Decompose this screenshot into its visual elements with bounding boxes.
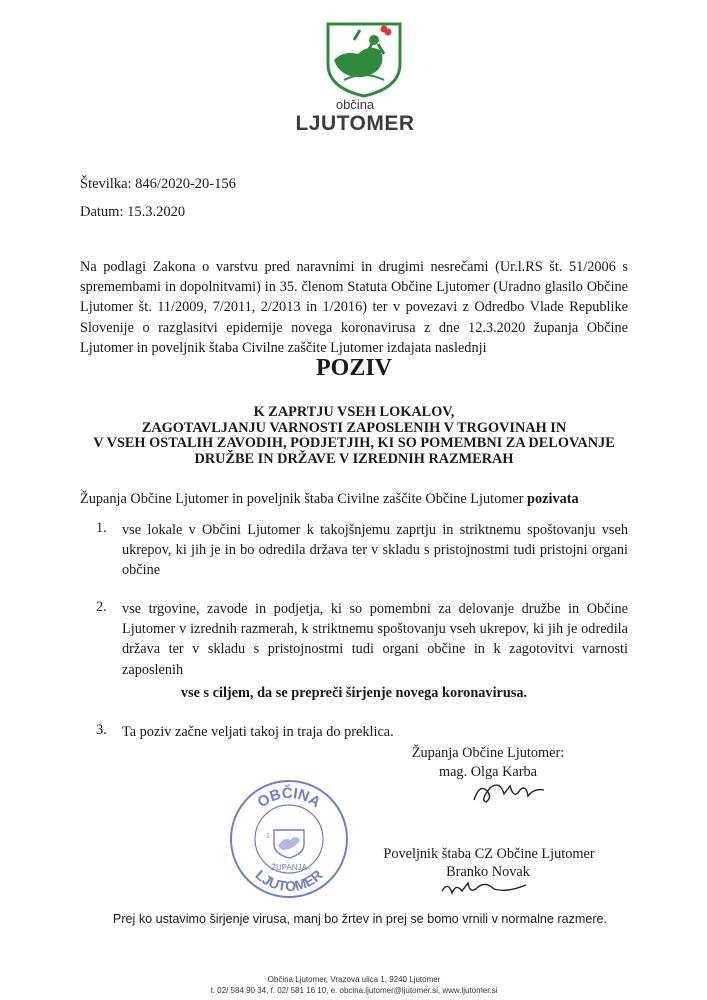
list-number: 2. bbox=[96, 599, 107, 615]
logo-wordmark-obcina: občina bbox=[335, 97, 375, 112]
ljutomer-coat-of-arms-logo bbox=[314, 20, 414, 98]
lead-bold-verb: pozivata bbox=[527, 491, 579, 507]
stamp-number: 1 bbox=[266, 833, 270, 840]
commander-title: Poveljnik štaba CZ Občine Ljutomer bbox=[383, 846, 595, 862]
footer-address: Občina Ljutomer, Vrazova ulica 1, 9240 Ljutomer bbox=[267, 975, 441, 984]
municipality-stamp bbox=[228, 778, 350, 900]
svg-text:OBČINA bbox=[254, 784, 323, 812]
document-title: POZIV bbox=[315, 355, 392, 381]
stamp-bottom-text: LJUTOMER bbox=[252, 866, 326, 895]
list-number: 1. bbox=[96, 520, 107, 536]
intro-paragraph: Na podlagi Zakona o varstvu pred naravnimi in drugimi nesrečami (Ur.l.RS št. 51/2006 s spremembami in dopolnitvami) in 35. členom Statuta Občine Ljutomer (Uradno glasilo Občine Ljutomer št. 11/2009, 7/2011, 2/2013 in 1/2016) ter v povezavi z Odredbo Vlade Republike Slovenije o razglasitvi epidemije novega koronavirusa z dne 12.3.2020 županja Občine Ljutomer in poveljnik štaba Civilne zaščite Ljutomer izdajata naslednji bbox=[80, 259, 628, 356]
lead-text: Županja Občine Ljutomer in poveljnik štaba Civilne zaščite Občine Ljutomer bbox=[80, 491, 528, 507]
mayor-handwritten-signature bbox=[470, 778, 550, 808]
goal-statement: vse s ciljem, da se prepreči širjenje novega koronavirusa. bbox=[180, 685, 528, 701]
subtitle-line: V VSEH OSTALIH ZAVODIH, PODJETJIH, KI SO POMEMBNI ZA DELOVANJE bbox=[93, 435, 615, 452]
footer-contacts: t. 02/ 584 90 34, f. 02/ 581 16 10, e. obcina.ljutomer@ljutomer.si, www.ljutomer.si bbox=[210, 986, 498, 995]
list-item-text: Ta poziv začne veljati takoj in traja do preklica. bbox=[122, 724, 394, 740]
closing-motto: Prej ko ustavimo širjenje virusa, manj bo žrtev in prej se bomo vrnili v normalne razmere. bbox=[112, 912, 608, 926]
subtitle-line: K ZAPRTJU VSEH LOKALOV, bbox=[253, 404, 455, 420]
mayor-name: mag. Olga Karba bbox=[438, 764, 538, 780]
commander-handwritten-signature bbox=[440, 877, 530, 899]
list-item-text: vse lokale v Občini Ljutomer k takojšnjemu zaprtju in striktnemu spoštovanju vseh ukrepov, ki jih je in bo odredila država ter v skladu s pristojnostmi tudi pristojni organi občine bbox=[122, 522, 628, 579]
document-subtitle bbox=[80, 405, 628, 467]
lead-sentence bbox=[80, 491, 640, 508]
document-number: Številka: 846/2020-20-156 bbox=[80, 176, 236, 192]
list-number: 3. bbox=[96, 722, 107, 738]
stamp-top-text: OBČINA bbox=[254, 784, 324, 812]
logo-wordmark-ljutomer: LJUTOMER bbox=[295, 112, 415, 135]
subtitle-line: DRUŽBE IN DRŽAVE V IZREDNIH RAZMERAH bbox=[194, 450, 514, 467]
subtitle-line: ZAGOTAVLJANJU VARNOSTI ZAPOSLENIH V TRGOVINAH IN bbox=[141, 419, 567, 436]
document-date: Datum: 15.3.2020 bbox=[80, 204, 186, 220]
commander-name: Branko Novak bbox=[446, 864, 530, 880]
mayor-title: Županja Občine Ljutomer: bbox=[411, 745, 565, 761]
stamp-middle-text: ŽUPANJA bbox=[271, 863, 307, 872]
list-item-text: vse trgovine, zavode in podjetja, ki so pomembni za delovanje družbe in Občine Ljutomer v izrednih razmerah, k striktnemu spoštovanju vseh ukrepov, ki jih je odredila država ter v skladu s pristojnostmi tudi organi občine in k zagotovitvi varnosti zaposlenih bbox=[122, 601, 628, 678]
